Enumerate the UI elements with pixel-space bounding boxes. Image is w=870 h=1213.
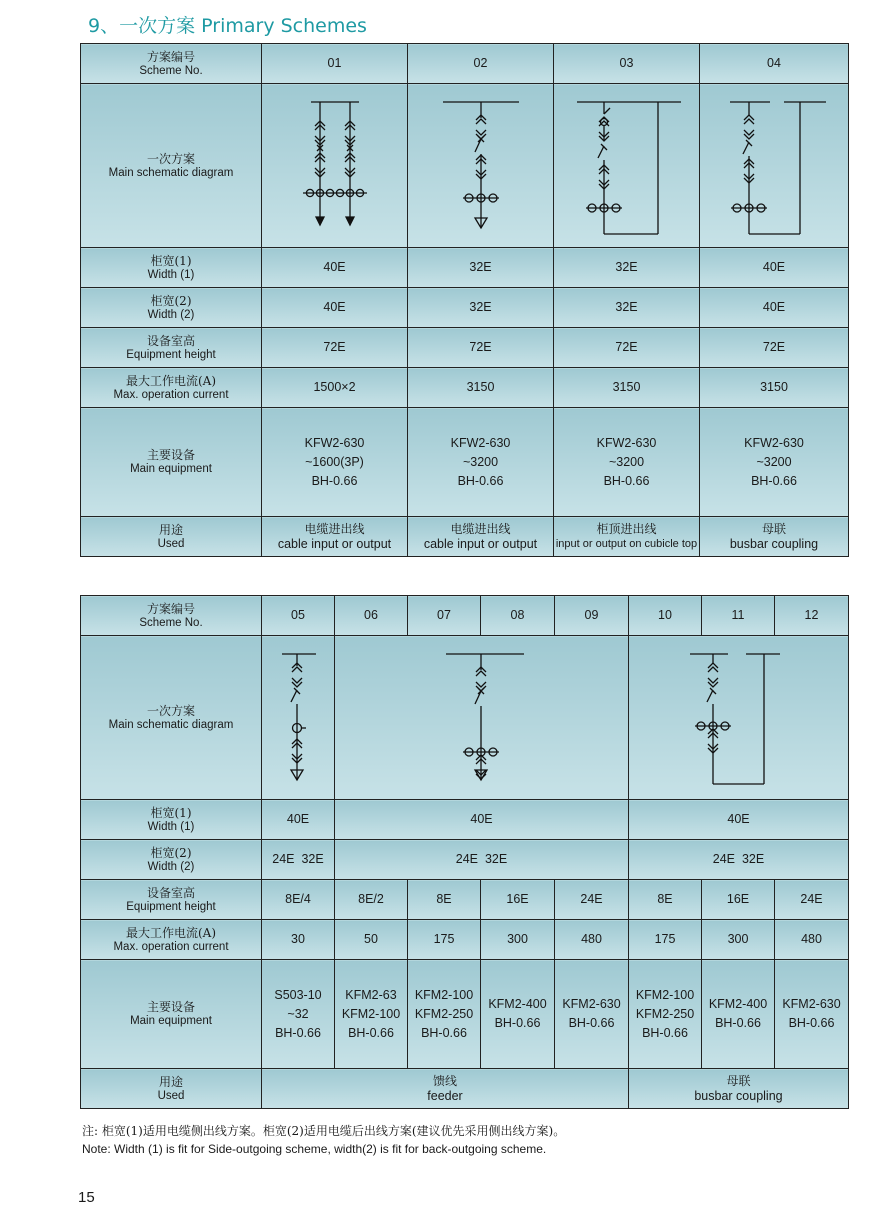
diagram-bus-coupling-icon (630, 640, 848, 796)
current-cell: 480 (555, 920, 629, 960)
table-row (81, 288, 849, 328)
scheme-number: 12 (775, 596, 849, 636)
height-cell: 24E (555, 880, 629, 920)
row-label-height: 设备室高 Equipment height (81, 328, 262, 368)
equipment-cell: KFM2-100 KFM2-250 BH-0.66 (629, 960, 702, 1069)
width1-cell: 32E (408, 248, 554, 288)
heading-number: 9、一次方案 (88, 15, 196, 37)
height-cell: 16E (702, 880, 775, 920)
row-label-scheme-no: 方案编号 Scheme No. (81, 596, 262, 636)
scheme-number: 01 (262, 44, 408, 84)
equipment-cell: KFW2-630 ~3200 BH-0.66 (408, 408, 554, 517)
table-row (81, 596, 849, 636)
equipment-cell: KFM2-400 BH-0.66 (702, 960, 775, 1069)
diagram-feeder-icon (336, 640, 628, 796)
primary-schemes-table-1 (80, 43, 849, 557)
height-cell: 8E (408, 880, 481, 920)
note-en: Note: Width (1) is fit for Side-outgoing scheme, width(2) is fit for back-outgoing scheme. (82, 1142, 547, 1156)
width2-cell: 24E 32E (262, 840, 335, 880)
height-cell: 72E (554, 328, 700, 368)
schematic-diagram-10-12 (629, 636, 849, 800)
page-number: 15 (78, 1189, 95, 1206)
height-cell: 8E/2 (335, 880, 408, 920)
row-label-equipment: 主要设备 Main equipment (81, 408, 262, 517)
section-heading (88, 11, 367, 38)
used-cell: 馈线 feeder (262, 1069, 629, 1109)
current-cell: 300 (702, 920, 775, 960)
scheme-number: 04 (700, 44, 849, 84)
row-label-height: 设备室高 Equipment height (81, 880, 262, 920)
scheme-number: 06 (335, 596, 408, 636)
equipment-cell: KFM2-630 BH-0.66 (555, 960, 629, 1069)
height-cell: 72E (700, 328, 849, 368)
row-label-scheme-no: 方案编号 Scheme No. (81, 44, 262, 84)
used-cell: 母联 busbar coupling (700, 517, 849, 557)
table-row (81, 248, 849, 288)
scheme-number: 10 (629, 596, 702, 636)
scheme-number: 05 (262, 596, 335, 636)
current-cell: 3150 (554, 368, 700, 408)
equipment-cell: KFW2-630 ~3200 BH-0.66 (700, 408, 849, 517)
scheme-number: 08 (481, 596, 555, 636)
equipment-cell: S503-10 ~32 BH-0.66 (262, 960, 335, 1069)
width1-cell: 32E (554, 248, 700, 288)
schematic-diagram-03 (554, 84, 700, 248)
row-label-width1: 柜宽(1) Width (1) (81, 248, 262, 288)
height-cell: 16E (481, 880, 555, 920)
current-cell: 30 (262, 920, 335, 960)
table-row (81, 920, 849, 960)
width2-cell: 24E 32E (335, 840, 629, 880)
height-cell: 24E (775, 880, 849, 920)
equipment-cell: KFM2-100 KFM2-250 BH-0.66 (408, 960, 481, 1069)
table-row (81, 960, 849, 1069)
height-cell: 8E/4 (262, 880, 335, 920)
width2-cell: 40E (700, 288, 849, 328)
width2-cell: 32E (408, 288, 554, 328)
table-row (81, 84, 849, 248)
diagram-top-entry-icon (557, 88, 697, 244)
width2-cell: 40E (262, 288, 408, 328)
table-row (81, 1069, 849, 1109)
scheme-number: 11 (702, 596, 775, 636)
row-label-diagram: 一次方案 Main schematic diagram (81, 636, 262, 800)
table-row (81, 880, 849, 920)
equipment-cell: KFW2-630 ~3200 BH-0.66 (554, 408, 700, 517)
diagram-bus-coupling-icon (704, 88, 844, 244)
width2-cell: 24E 32E (629, 840, 849, 880)
diagram-small-feeder-icon (262, 640, 334, 796)
table-row (81, 517, 849, 557)
diagram-feeder-icon (411, 88, 551, 244)
row-label-width2: 柜宽(2) Width (2) (81, 288, 262, 328)
used-cell: 柜顶进出线 input or output on cubicle top (554, 517, 700, 557)
used-cell: 电缆进出线 cable input or output (408, 517, 554, 557)
row-label-used: 用途 Used (81, 1069, 262, 1109)
used-cell: 电缆进出线 cable input or output (262, 517, 408, 557)
equipment-cell: KFM2-63 KFM2-100 BH-0.66 (335, 960, 408, 1069)
table-row (81, 328, 849, 368)
table-row (81, 840, 849, 880)
row-label-equipment: 主要设备 Main equipment (81, 960, 262, 1069)
current-cell: 175 (408, 920, 481, 960)
equipment-cell: KFW2-630 ~1600(3P) BH-0.66 (262, 408, 408, 517)
row-label-width2: 柜宽(2) Width (2) (81, 840, 262, 880)
width1-cell: 40E (700, 248, 849, 288)
width1-cell: 40E (262, 248, 408, 288)
row-label-current: 最大工作电流(A) Max. operation current (81, 920, 262, 960)
heading-english: Primary Schemes (201, 15, 367, 37)
current-cell: 300 (481, 920, 555, 960)
diagram-dual-feeder-icon (265, 88, 405, 244)
current-cell: 480 (775, 920, 849, 960)
current-cell: 175 (629, 920, 702, 960)
schematic-diagram-04 (700, 84, 849, 248)
row-label-used: 用途 Used (81, 517, 262, 557)
width1-cell: 40E (629, 800, 849, 840)
primary-schemes-table-2 (80, 595, 849, 1109)
table-row (81, 800, 849, 840)
width1-cell: 40E (335, 800, 629, 840)
table-row (81, 408, 849, 517)
schematic-diagram-01 (262, 84, 408, 248)
schematic-diagram-02 (408, 84, 554, 248)
current-cell: 3150 (408, 368, 554, 408)
equipment-cell: KFM2-400 BH-0.66 (481, 960, 555, 1069)
scheme-number: 09 (555, 596, 629, 636)
height-cell: 72E (408, 328, 554, 368)
schematic-diagram-05 (262, 636, 335, 800)
note-zh: 注: 柜宽(1)适用电缆侧出线方案。柜宽(2)适用电缆后出线方案(建议优先采用侧出线方案)。 (82, 1124, 566, 1138)
height-cell: 8E (629, 880, 702, 920)
scheme-number: 03 (554, 44, 700, 84)
current-cell: 3150 (700, 368, 849, 408)
schematic-diagram-06-09 (335, 636, 629, 800)
equipment-cell: KFM2-630 BH-0.66 (775, 960, 849, 1069)
table-row (81, 368, 849, 408)
table-row (81, 44, 849, 84)
scheme-number: 07 (408, 596, 481, 636)
height-cell: 72E (262, 328, 408, 368)
row-label-diagram: 一次方案 Main schematic diagram (81, 84, 262, 248)
table-row (81, 636, 849, 800)
current-cell: 1500×2 (262, 368, 408, 408)
footnotes (82, 1122, 565, 1158)
current-cell: 50 (335, 920, 408, 960)
width1-cell: 40E (262, 800, 335, 840)
row-label-width1: 柜宽(1) Width (1) (81, 800, 262, 840)
scheme-number: 02 (408, 44, 554, 84)
used-cell: 母联 busbar coupling (629, 1069, 849, 1109)
width2-cell: 32E (554, 288, 700, 328)
row-label-current: 最大工作电流(A) Max. operation current (81, 368, 262, 408)
